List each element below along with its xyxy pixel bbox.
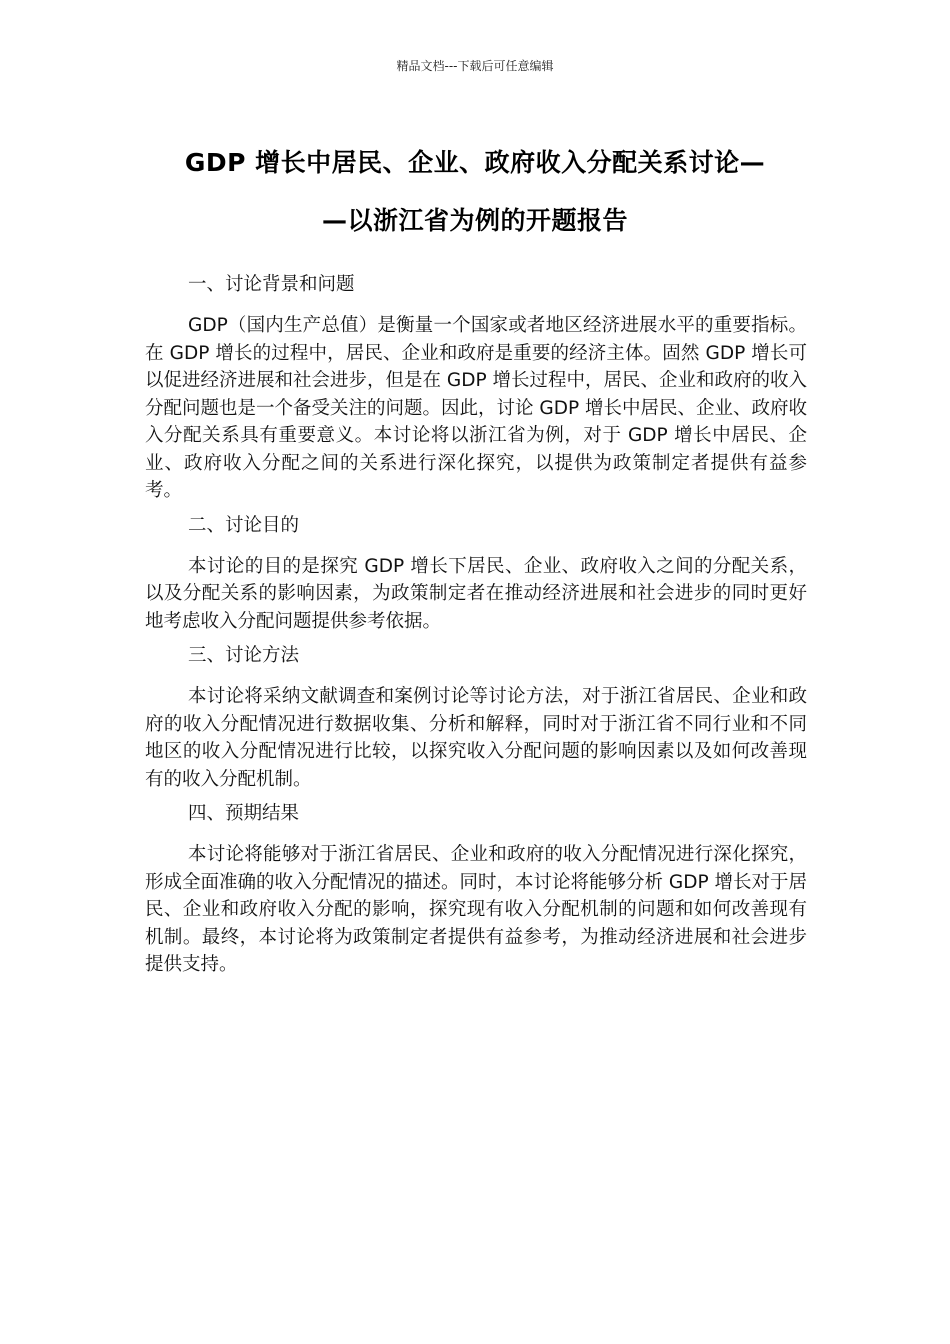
section-paragraph-expected-results: 本讨论将能够对于浙江省居民、企业和政府的收入分配情况进行深化探究，形成全面准确的收入分配情况的描述。同时，本讨论将能够分析 GDP 增长对于居民、企业和政府收入分配的影响，探究现有收入分配机制的问题和如何改善现有机制。最终，本讨论将为政策制定者提供有益参考，为推动经济进展和社会进步提供支持。 [145,844,808,975]
section-heading-expected-results: 四、预期结果 [188,803,300,824]
document-title-line-1: GDP 增长中居民、企业、政府收入分配关系讨论— [184,148,766,177]
document-title [130,134,820,250]
section-paragraph-method: 本讨论将采纳文献调查和案例讨论等讨论方法，对于浙江省居民、企业和政府的收入分配情况进行数据收集、分析和解释，同时对于浙江省不同行业和不同地区的收入分配情况进行比较，以探究收入分配问题的影响因素以及如何改善现有的收入分配机制。 [145,686,807,790]
section-heading-background: 一、讨论背景和问题 [188,274,355,295]
section-paragraph-background: GDP（国内生产总值）是衡量一个国家或者地区经济进展水平的重要指标。在 GDP 增长的过程中，居民、企业和政府是重要的经济主体。固然 GDP 增长可以促进经济进展和社会进步，但是在 GDP 增长过程中，居民、企业和政府的收入分配问题也是一个备受关注的问题。因此，讨论 GDP 增长中居民、企业、政府收入分配关系具有重要意义。本讨论将以浙江省为例，对于 GDP 增长中居民、企业、政府收入分配之间的关系进行深化探究，以提供为政策制定者提供有益参考。 [145,315,808,501]
document-title-line-2: —以浙江省为例的开题报告 [321,206,628,235]
page-header: 精品文档---下载后可任意编辑 [396,59,554,73]
section-heading-purpose: 二、讨论目的 [188,514,300,536]
section-paragraph-purpose: 本讨论的目的是探究 GDP 增长下居民、企业、政府收入之间的分配关系，以及分配关系的影响因素，为政策制定者在推动经济进展和社会进步的同时更好地考虑收入分配问题提供参考依据。 [145,555,807,632]
document-body [145,271,807,986]
section-heading-method: 三、讨论方法 [188,645,300,666]
